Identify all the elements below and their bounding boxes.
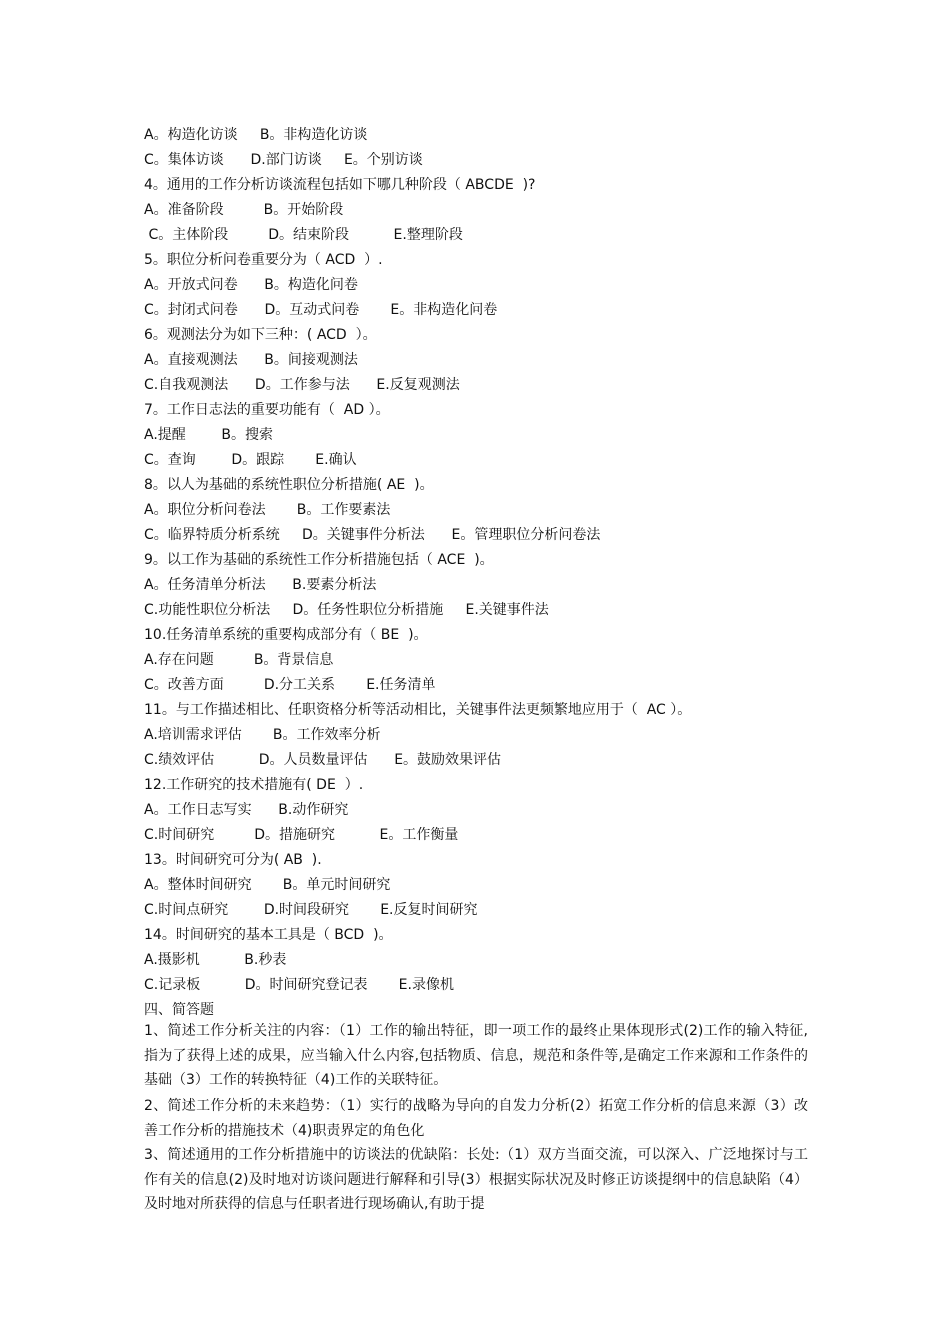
answer-paragraph-1: 1、简述工作分析关注的内容：（1）工作的输出特征，即一项工作的最终止果体现形式(2)工作的输入特征,指为了获得上述的成果，应当输入什么内容,包括物质、信息，规范和条件等,是确定工作来源和工作条件的基础（3）工作的转换特征（4)工作的关联特征。 xyxy=(144,1023,808,1088)
text-line: 10.任务清单系统的重要构成部分有（ BE )。 xyxy=(144,627,428,643)
text-line: C.记录板 D。时间研究登记表 E.录像机 xyxy=(144,977,454,993)
text-line: 11。与工作描述相比、任职资格分析等活动相比，关键事件法更频繁地应用于（ AC ）。 xyxy=(144,702,692,718)
text-line: A。构造化访谈 B。非构造化访谈 xyxy=(144,127,368,143)
text-line: C。封闭式问卷 D。互动式问卷 E。非构造化问卷 xyxy=(144,302,498,318)
answer-paragraph-3: 3、简述通用的工作分析措施中的访谈法的优缺陷：长处:（1）双方当面交流，可以深入、广泛地探讨与工作有关的信息(2)及时地对访谈问题进行解释和引导(3）根据实际状况及时修正访谈提纲中的信息缺陷（4）及时地对所获得的信息与任职者进行现场确认,有助于提 xyxy=(144,1147,808,1212)
text-line: C。查询 D。跟踪 E.确认 xyxy=(144,452,357,468)
text-line: C。集体访谈 D.部门访谈 E。个别访谈 xyxy=(144,152,423,168)
text-line: A。职位分析问卷法 B。工作要素法 xyxy=(144,502,391,518)
text-line: 9。以工作为基础的系统性工作分析措施包括（ ACE )。 xyxy=(144,552,494,568)
text-line: C.绩效评估 D。人员数量评估 E。鼓励效果评估 xyxy=(144,752,502,768)
text-line: A。工作日志写实 B.动作研究 xyxy=(144,802,349,818)
text-line: A。整体时间研究 B。单元时间研究 xyxy=(144,877,391,893)
text-line: C.时间研究 D。措施研究 E。工作衡量 xyxy=(144,827,459,843)
text-line: A.摄影机 B.秒表 xyxy=(144,952,287,968)
text-line: A.存在问题 B。背景信息 xyxy=(144,652,334,668)
text-line: 13。时间研究可分为( AB ). xyxy=(144,852,322,868)
text-line: C.自我观测法 D。工作参与法 E.反复观测法 xyxy=(144,377,460,393)
text-line: 12.工作研究的技术措施有( DE ）. xyxy=(144,777,364,793)
text-line: 7。工作日志法的重要功能有（ AD ）。 xyxy=(144,402,390,418)
section-heading: 四、简答题 xyxy=(144,1002,214,1018)
text-line: C。主体阶段 D。结束阶段 E.整理阶段 xyxy=(144,227,463,243)
text-line: 4。通用的工作分析访谈流程包括如下哪几种阶段（ ABCDE )? xyxy=(144,177,536,193)
text-line: A.培训需求评估 B。工作效率分析 xyxy=(144,727,381,743)
text-line: A。开放式问卷 B。构造化问卷 xyxy=(144,277,358,293)
text-line: 8。以人为基础的系统性职位分析措施( AE )。 xyxy=(144,477,434,493)
text-line: A。任务清单分析法 B.要素分析法 xyxy=(144,577,377,593)
question-list xyxy=(144,123,814,1023)
answer-paragraph-2: 2、简述工作分析的未来趋势：（1）实行的战略为导向的自发力分析(2）拓宽工作分析的信息来源（3）改善工作分析的措施技术（4)职责界定的角色化 xyxy=(144,1098,808,1139)
text-line: C。临界特质分析系统 D。关键事件分析法 E。管理职位分析问卷法 xyxy=(144,527,601,543)
text-line: C.功能性职位分析法 D。任务性职位分析措施 E.关键事件法 xyxy=(144,602,549,618)
text-line: 14。时间研究的基本工具是（ BCD )。 xyxy=(144,927,393,943)
text-line: C.时间点研究 D.时间段研究 E.反复时间研究 xyxy=(144,902,478,918)
text-line: 6。观测法分为如下三种：( ACD ）。 xyxy=(144,327,377,343)
text-line: A.提醒 B。搜索 xyxy=(144,427,273,443)
text-line: A。直接观测法 B。间接观测法 xyxy=(144,352,358,368)
text-line: C。改善方面 D.分工关系 E.任务清单 xyxy=(144,677,436,693)
text-line: 5。职位分析问卷重要分为（ ACD ）. xyxy=(144,252,383,268)
text-line: A。准备阶段 B。开始阶段 xyxy=(144,202,344,218)
